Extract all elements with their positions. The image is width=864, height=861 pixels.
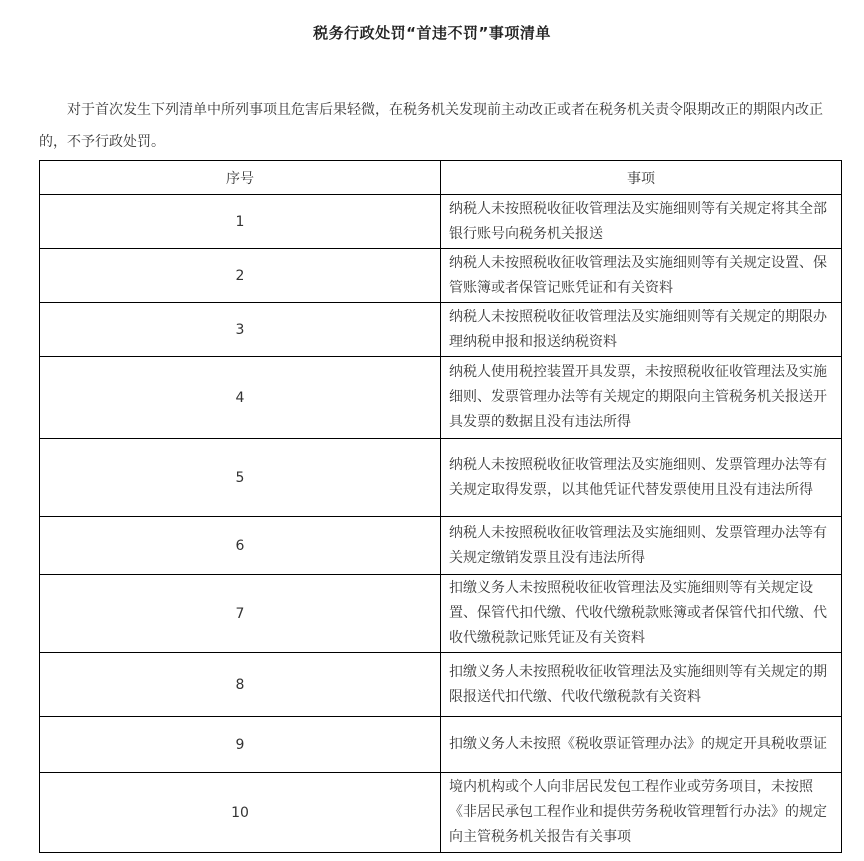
row-number: 5 (40, 439, 441, 517)
page-title: 税务行政处罚“首违不罚”事项清单 (313, 24, 551, 42)
table-row (40, 717, 842, 773)
row-item: 扣缴义务人未按照税收征收管理法及实施细则等有关规定设置、保管代扣代缴、代收代缴税款账簿或者保管代扣代缴、代收代缴税款记账凭证及有关资料 (441, 575, 842, 653)
table-row (40, 357, 842, 439)
table-header-row (40, 161, 842, 195)
row-number: 10 (40, 773, 441, 853)
row-number: 3 (40, 303, 441, 357)
table-row (40, 575, 842, 653)
header-item: 事项 (441, 161, 842, 195)
row-number: 7 (40, 575, 441, 653)
row-number: 2 (40, 249, 441, 303)
items-table (39, 160, 842, 853)
row-item: 纳税人未按照税收征收管理法及实施细则、发票管理办法等有关规定缴销发票且没有违法所得 (441, 517, 842, 575)
table-row (40, 773, 842, 853)
row-number: 6 (40, 517, 441, 575)
row-number: 8 (40, 653, 441, 717)
row-item: 境内机构或个人向非居民发包工程作业或劳务项目，未按照《非居民承包工程作业和提供劳务税收管理暂行办法》的规定向主管税务机关报告有关事项 (441, 773, 842, 853)
row-number: 9 (40, 717, 441, 773)
row-item: 纳税人未按照税收征收管理法及实施细则等有关规定将其全部银行账号向税务机关报送 (441, 195, 842, 249)
header-number: 序号 (40, 161, 441, 195)
table-row (40, 653, 842, 717)
row-item: 纳税人未按照税收征收管理法及实施细则等有关规定设置、保管账簿或者保管记账凭证和有关资料 (441, 249, 842, 303)
table-row (40, 439, 842, 517)
row-item: 纳税人使用税控装置开具发票，未按照税收征收管理法及实施细则、发票管理办法等有关规定的期限向主管税务机关报送开具发票的数据且没有违法所得 (441, 357, 842, 439)
row-item: 扣缴义务人未按照《税收票证管理办法》的规定开具税收票证 (441, 717, 842, 773)
row-item: 扣缴义务人未按照税收征收管理法及实施细则等有关规定的期限报送代扣代缴、代收代缴税款有关资料 (441, 653, 842, 717)
row-item: 纳税人未按照税收征收管理法及实施细则等有关规定的期限办理纳税申报和报送纳税资料 (441, 303, 842, 357)
row-item: 纳税人未按照税收征收管理法及实施细则、发票管理办法等有关规定取得发票，以其他凭证代替发票使用且没有违法所得 (441, 439, 842, 517)
table-row (40, 195, 842, 249)
intro-paragraph: 对于首次发生下列清单中所列事项且危害后果轻微，在税务机关发现前主动改正或者在税务机关责令限期改正的期限内改正的，不予行政处罚。 (39, 102, 823, 150)
row-number: 4 (40, 357, 441, 439)
row-number: 1 (40, 195, 441, 249)
table-row (40, 303, 842, 357)
table-row (40, 249, 842, 303)
table-row (40, 517, 842, 575)
